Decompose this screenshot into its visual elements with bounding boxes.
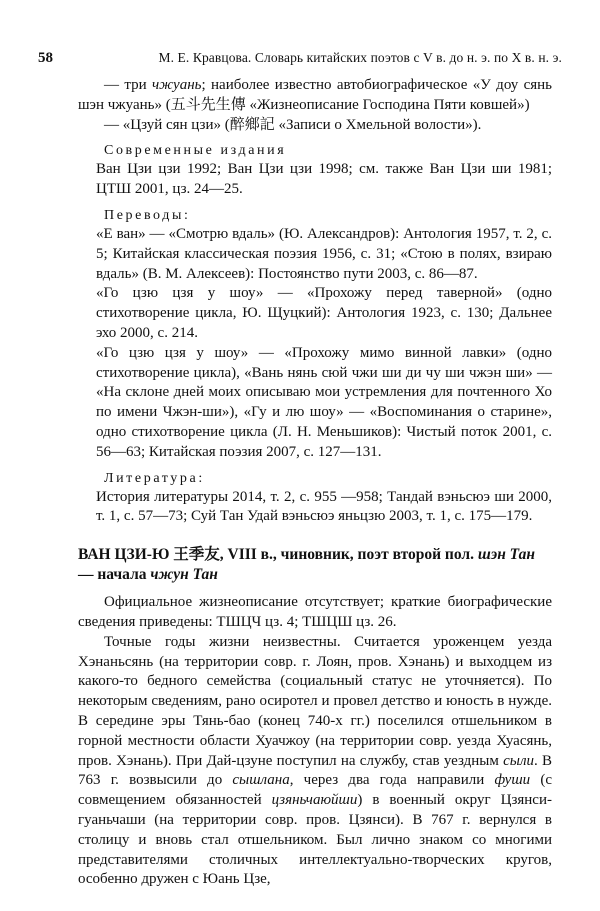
entry-paragraph-2: Точные годы жизни неизвестны. Считается уроженцем уезда Хэнаньсянь (на территории совр. г. Лоян, пров. Хэнань) и выходцем из какого-то бедного семейства (социальный статус не уточняется). По некоторым сведениям, рано осиротел и провел детство и юность в нужде. В середине эры Тянь-бао (конец 740-х гг.) поселился отшельником в горной местности области Хуачжоу (на территории совр. уезда Хуасянь, пров. Хэнань). При Дай-цзуне поступил на службу, став уездным сыли. В 763 г. возвысили до сышлана, через два года направили фуши (с совмещением обязанностей цзяньчаюйши) в военный округ Цзянси-гуаньчаши (на территории совр. пров. Цзянси). В 767 г. вернулся в столицу и вновь стал отшельником. Был лично знаком со многими представителями столичных интеллектуально-творческих кругов, особенно дружен с Юань Цзе, (78, 633, 553, 888)
page-number: 58 (38, 50, 53, 66)
literature-heading: Литература: (104, 470, 205, 486)
works-line-2: — «Цзуй сян цзи» (醉鄉記 «Записи о Хмельной волости»). (104, 116, 482, 133)
translation-item: «Е ван» — «Смотрю вдаль» (Ю. Александров): Антология 1957, т. 2, с. 5; Китайская классическая поэзия 1956, с. 31; «Стою в полях, взираю вдаль» (В. М. Алексеев): Постоянство пути 2003, с. 86—87. (96, 225, 552, 282)
modern-editions-heading: Современные издания (104, 143, 287, 159)
page-header (38, 50, 562, 72)
translation-item: «Го цзю цзя у шоу» — «Прохожу мимо винной лавки» (одно стихотворение цикла), «Вань нянь сюй чжи ши ди чу ши чжэн ши» — «На склоне дней моих описываю мои устремления для почтенного Хо по имени Чжэн-ши»), «Гу и лю шоу» — «Воспоминания о старине», одно стихотворение цикла (Л. Н. Меньшиков): Чистый поток 2001, с. 56—63; Китайская поэзия 2007, с. 127—131. (96, 344, 552, 460)
entry-heading: ВАН ЦЗИ-Ю 王季友, VIII в., чиновник, поэт второй пол. шэн Тан — начала чжун Тан (78, 546, 535, 584)
translations-heading: Переводы: (104, 207, 191, 223)
entry-paragraph-1: Официальное жизнеописание отсутствует; краткие биографические сведения приведены: ТШЦЧ цз. 4; ТШЦШ цз. 26. (78, 594, 552, 630)
running-head: М. Е. Кравцова. Словарь китайских поэтов с V в. до н. э. по X в. н. э. (158, 50, 562, 65)
page-content (78, 76, 552, 890)
translation-item: «Го цзю цзя у шоу» — «Прохожу перед таверной» (одно стихотворение цикла, Ю. Щуцкий): Антология 1923, с. 130; Дальнее эхо 2000, с. 214. (96, 285, 552, 341)
entry-body (78, 593, 552, 890)
literature-text: История литературы 2014, т. 2, с. 955 —958; Тандай вэньсюэ ши 2000, т. 1, с. 57—73; Суй Тан Удай вэньсюэ яньцзю 2003, т. 1, с. 175—179. (96, 488, 552, 525)
works-line-1: — три чжуань; наиболее известно автобиографическое «У доу сянь шэн чжуань» (五斗先生傳 «Жизнеописание Господина Пяти ковшей») (78, 77, 553, 113)
literature-section (78, 488, 552, 528)
modern-editions-section (78, 160, 552, 200)
modern-editions-text: Ван Цзи цзи 1992; Ван Цзи цзи 1998; см. также Ван Цзи ши 1981; ЦТШ 2001, цз. 24—25. (96, 161, 552, 198)
translations-section (78, 225, 552, 463)
